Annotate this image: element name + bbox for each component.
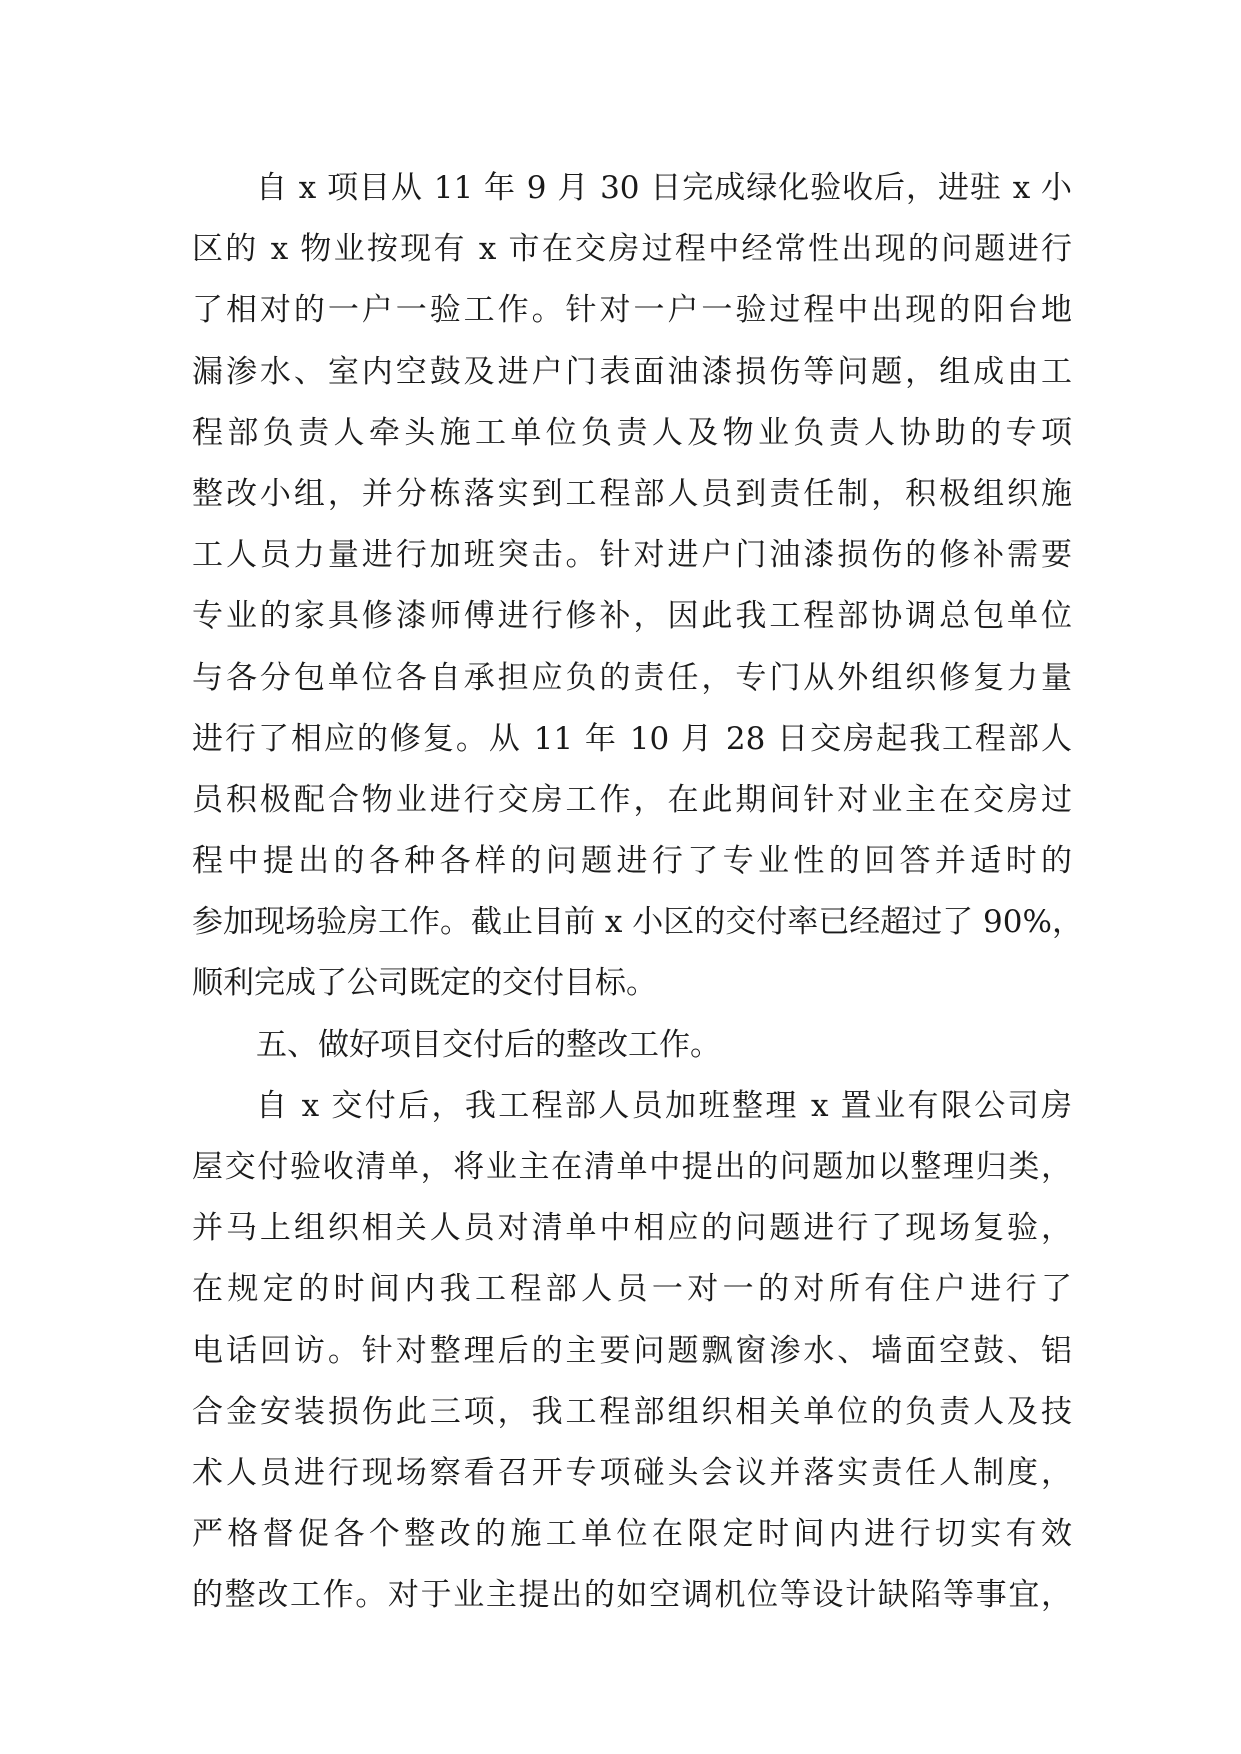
- text-line: 术人员进行现场察看召开专项碰头会议并落实责任人制度，: [192, 1454, 1072, 1491]
- text-line: 工人员力量进行加班突击。针对进户门油漆损伤的修补需要: [192, 537, 1072, 574]
- body-text: [192, 158, 1083, 1627]
- text-line: 了相对的一户一验工作。针对一户一验过程中出现的阳台地: [192, 292, 1072, 329]
- text-line: 严格督促各个整改的施工单位在限定时间内进行切实有效: [192, 1516, 1072, 1553]
- text-line: 区的 x 物业按现有 x 市在交房过程中经常性出现的问题进行: [192, 231, 1072, 268]
- text-line: 电话回访。针对整理后的主要问题飘窗渗水、墙面空鼓、铝: [192, 1332, 1072, 1369]
- text-line: 在规定的时间内我工程部人员一对一的对所有住户进行了: [192, 1271, 1072, 1308]
- text-line: 合金安装损伤此三项，我工程部组织相关单位的负责人及技: [192, 1393, 1072, 1430]
- text-line: 员积极配合物业进行交房工作，在此期间针对业主在交房过: [192, 781, 1072, 818]
- text-line: 屋交付验收清单，将业主在清单中提出的问题加以整理归类，: [192, 1149, 1072, 1185]
- text-line: 程部负责人牵头施工单位负责人及物业负责人协助的专项: [192, 414, 1072, 451]
- text-line: 顺利完成了公司既定的交付目标。: [192, 965, 657, 1002]
- text-line: 漏渗水、室内空鼓及进户门表面油漆损伤等问题，组成由工: [192, 353, 1072, 390]
- text-line: 的整改工作。对于业主提出的如空调机位等设计缺陷等事宜，: [192, 1577, 1072, 1614]
- text-line: 程中提出的各种各样的问题进行了专业性的回答并适时的: [192, 843, 1072, 880]
- text-line: 整改小组，并分栋落实到工程部人员到责任制，积极组织施: [192, 475, 1072, 512]
- text-line: 参加现场验房工作。截止目前 x 小区的交付率已经超过了 90%，: [192, 904, 1083, 941]
- text-line: 专业的家具修漆师傅进行修补，因此我工程部协调总包单位: [192, 598, 1072, 635]
- text-line: 并马上组织相关人员对清单中相应的问题进行了现场复验，: [192, 1210, 1072, 1247]
- text-line: 与各分包单位各自承担应负的责任，专门从外组织修复力量: [192, 659, 1072, 696]
- section-heading: 五、做好项目交付后的整改工作。: [256, 1026, 721, 1063]
- text-line: 自 x 项目从 11 年 9 月 30 日完成绿化验收后，进驻 x 小: [256, 170, 1072, 206]
- text-line: 自 x 交付后，我工程部人员加班整理 x 置业有限公司房: [256, 1087, 1072, 1124]
- text-line: 进行了相应的修复。从 11 年 10 月 28 日交房起我工程部人: [192, 720, 1072, 757]
